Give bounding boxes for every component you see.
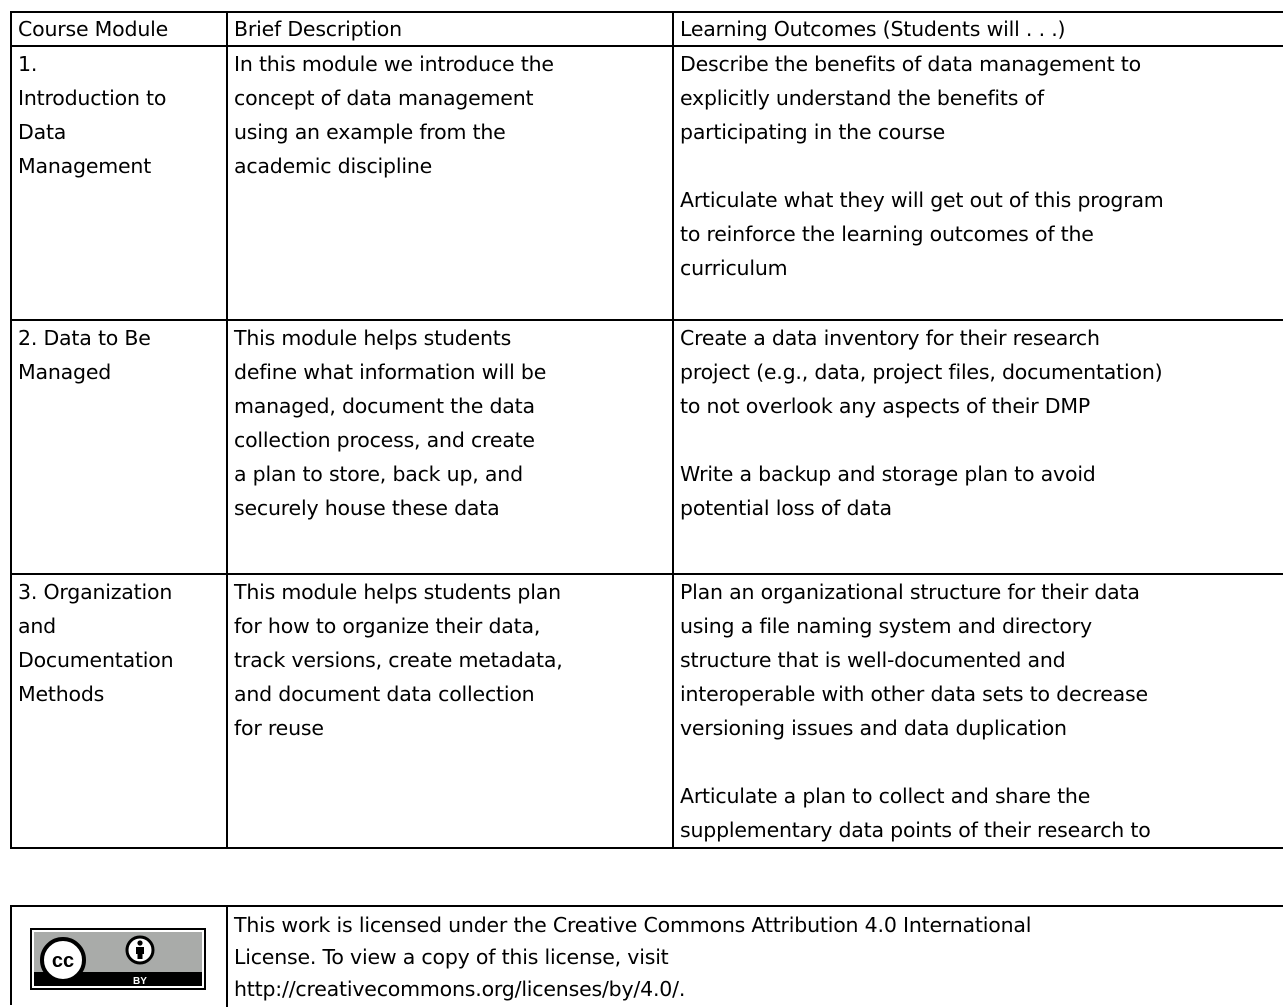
header-course-module: Course Module <box>11 12 227 46</box>
learning-outcome: Articulate what they will get out of this program to reinforce the learning outcomes of the curriculum <box>680 188 1164 280</box>
learning-outcome: Articulate a plan to collect and share the supplementary data points of their research to <box>680 784 1151 842</box>
module-description: In this module we introduce the concept of data management using an example from the academic discipline <box>234 52 554 178</box>
learning-outcome: Describe the benefits of data management to explicitly understand the benefits of participating in the course <box>680 52 1141 144</box>
license-logo-cell <box>12 907 228 1007</box>
outcomes-cell <box>673 46 1283 320</box>
description-cell <box>227 320 673 574</box>
module-name: 1. Introduction to Data Management <box>18 52 167 178</box>
table-row <box>11 320 1283 574</box>
description-cell <box>227 46 673 320</box>
module-description: This module helps students define what information will be managed, document the data collection process, and create a plan to store, back up, and securely house these data <box>234 326 547 520</box>
table-row <box>11 46 1283 320</box>
license-statement: This work is licensed under the Creative Commons Attribution 4.0 International License. To view a copy of this license, visit http://creativecommons.org/licenses/by/4.0/. <box>234 913 1032 1001</box>
module-description: This module helps students plan for how to organize their data, track versions, create metadata, and document data collection for reuse <box>234 580 563 740</box>
learning-outcome: Plan an organizational structure for their data using a file naming system and directory structure that is well-documented and interoperable with other data sets to decrease versioning issues and data duplication <box>680 580 1148 740</box>
module-cell <box>11 320 227 574</box>
course-modules-table <box>10 11 1283 849</box>
learning-outcome: Create a data inventory for their research project (e.g., data, project files, documentation) to not overlook any aspects of their DMP <box>680 326 1163 418</box>
cc-badge-text: cc <box>51 950 75 972</box>
module-name: 3. Organization and Documentation Methods <box>18 580 174 706</box>
module-cell <box>11 46 227 320</box>
cc-by-license-icon <box>30 928 206 990</box>
table-header-row <box>11 12 1283 46</box>
description-cell <box>227 574 673 848</box>
table-row <box>11 574 1283 848</box>
license-footer <box>10 905 1283 1005</box>
header-learning-outcomes: Learning Outcomes (Students will . . .) <box>673 12 1283 46</box>
by-badge-text: BY <box>133 976 147 987</box>
header-brief-description: Brief Description <box>227 12 673 46</box>
outcomes-cell <box>673 320 1283 574</box>
outcomes-cell <box>673 574 1283 848</box>
module-cell <box>11 574 227 848</box>
module-name: 2. Data to Be Managed <box>18 326 151 384</box>
learning-outcome: Write a backup and storage plan to avoid potential loss of data <box>680 462 1096 520</box>
